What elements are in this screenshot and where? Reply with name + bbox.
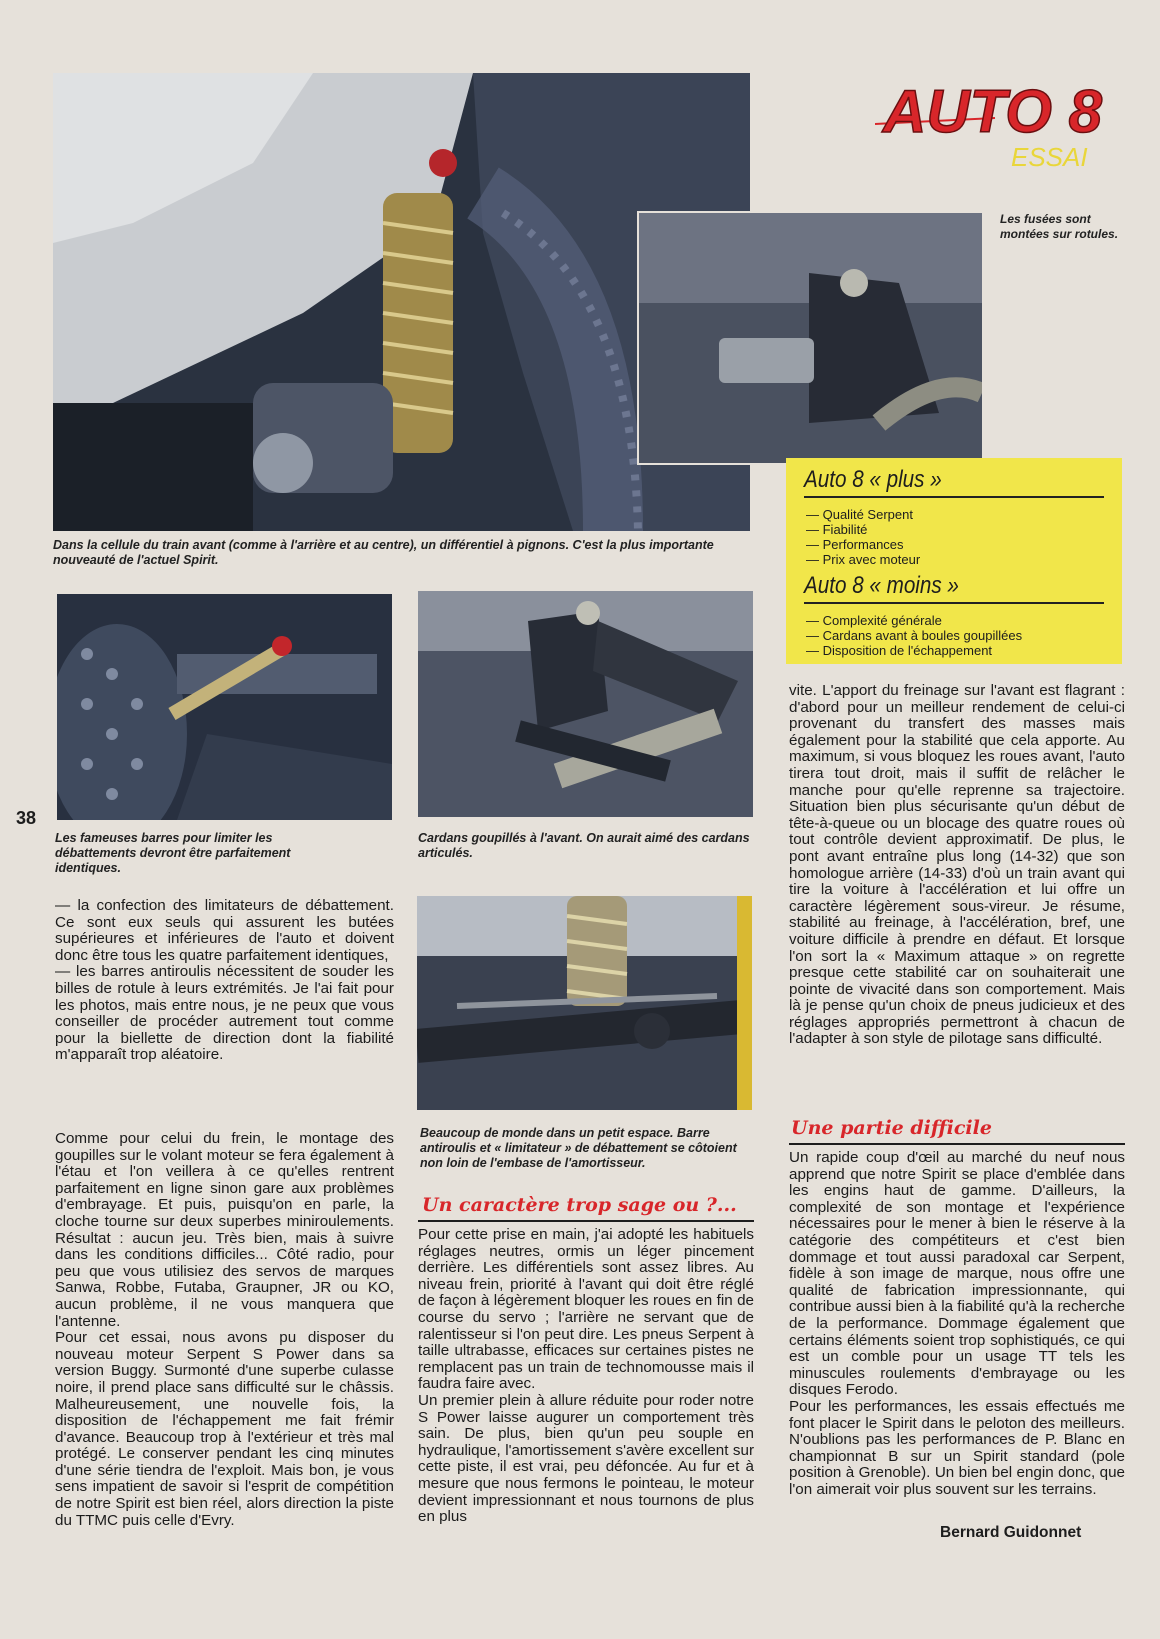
photo-barres [57, 594, 392, 820]
col2-paragraph: Pour cette prise en main, j'ai adopté les habituels réglages neutres, ormis un léger pincement derrière. Les différentiels sont assez libres. Au niveau frein, priorité à l'avant qui doit être réglé de façon à légèrement bloquer les roues en fin de course du servo ; l'arrière ne servant que de ralentisseur si l'on peut dire. Les pneus Serpent à taille ultrabasse, efficaces sur certaines pistes ne remplacent pas un train de technomousse mais il faudra faire avec. [418, 1226, 754, 1393]
plus-rule [804, 496, 1104, 498]
col2-paragraph: Un premier plein à allure réduite pour roder notre S Power laisse augurer un comportement très sain. De plus, bien qu'un peu souple en hydraulique, l'amortissement s'avère excellent sur cette piste, il est vrai, peu défoncée. Au fur et à mesure que nous fermons le pointeau, le moteur devient impressionnant et nous tournons de plus en plus [418, 1391, 754, 1526]
moins-item: — Cardans avant à boules goupillées [806, 628, 1023, 643]
col3-paragraph: Un rapide coup d'œil au marché du neuf nous apprend que notre Spirit se place d'emblée dans les engins haut de gamme. D'ailleurs, la complexité de son montage et l'expérience nécessaires pour le mener à bien le réserve à la catégorie des compétiteurs et c'est bien dommage et tout aussi paradoxal car Serpent, fidèle à son image de marque, nous offre une qualité de fabrication impressionnante, qui contribue aussi bien à la fiabilité qu'à la recherche de la performance. Dommage également que certains éléments soient trop sophistiqués, ce qui est un comble pour un usage TT tels les minuscules roulements d'embrayage ou les disques Ferodo. [789, 1149, 1125, 1399]
col1-paragraph: — la confection des limitateurs de débattement. Ce sont eux seuls qui assurent les butées supérieures et inférieures de l'auto et doivent donc être tous les quatre parfaitement identiques, [55, 897, 394, 964]
col1-paragraph: Comme pour celui du frein, le montage des goupilles sur le volant moteur se fera également à l'étau et l'on veillera à ce qu'elles rentrent parfaitement en ligne sinon gare aux problèmes d'embrayage. Et puis, puisqu'on en parle, la cloche tourne sur deux superbes miniroulements. Résultat : aucun jeu. Très bien, mais à suivre dans les conditions difficiles... Côté radio, pour peu que vous utilisiez des servos de marques Sanwa, Robbe, Futaba, Graupner, JR ou KO, aucun problème, il ne vous manquera que l'antenne. [55, 1130, 394, 1330]
plus-item: — Performances [806, 537, 904, 552]
section-heading-partie: Une partie difficile [791, 1117, 992, 1139]
plus-item: — Fiabilité [806, 522, 868, 537]
photo-cardans [418, 591, 753, 817]
moins-item: — Disposition de l'échappement [806, 643, 993, 658]
caption-barres: Les fameuses barres pour limiter les débattements devront être parfaitement identiques. [55, 831, 291, 875]
column-3 [789, 683, 1125, 1048]
column-2 [418, 1227, 754, 1526]
col1-paragraph: Pour cet essai, nous avons pu disposer du nouveau moteur Serpent S Power dans sa version Buggy. Surmonté d'une superbe culasse noire, il prend place sans difficulté sur le châssis. Malheureusement, une nouvelle fois, la disposition de l'échappement me fait frémir d'avance. Beaucoup trop à l'extérieur et très mal protégé. Le conserver pendant les cinq minutes d'une série tiendra de l'exploit. Mais bon, je vous sens impatient de savoir si l'esprit de compétition de notre Spirit est bien réel, alors direction la piste du TTMC puis celle d'Evry. [55, 1329, 394, 1529]
heading-rule [789, 1143, 1125, 1145]
logo-brand: AUTO 8 [883, 78, 1102, 145]
column-1 [55, 898, 394, 1064]
magazine-logo [875, 74, 1115, 178]
column-3b [789, 1150, 1125, 1498]
logo-subtitle: ESSAI [1011, 142, 1088, 172]
section-heading-caractere: Un caractère trop sage ou ?... [422, 1194, 737, 1216]
col1-paragraph: — les barres antiroulis nécessitent de souder les billes de rotule à leurs extrémités. Je l'ai fait pour les photos, mais entre nous, je ne peux que vous conseiller de procéder autrement tout comme pour la biellette de direction dont la fiabilité m'apparaît trop aléatoire. [55, 963, 394, 1064]
column-1b [55, 1131, 394, 1529]
col3-paragraph: vite. L'apport du freinage sur l'avant est flagrant : d'abord pour un meilleur rendement de celui-ci provenant du transfert des masses mais également pour la stabilité que cela apporte. Au maximum, si vous bloquez les roues avant, l'auto tirera tout droit, mais il suffit de relâcher le manche pour qu'elle reprenne sa trajectoire. Situation bien plus sécurisante qu'un début de tête-à-queue ou un blocage des quatre roues où tout contrôle devient approximatif. De plus, le pont avant entraîne plus long (14-32) que son homologue arrière (14-33) d'où un train avant qui tire la voiture à l'accélération et lui offre un caractère légèrement sous-vireur. Je résume, stabilité au freinage, à l'accélération, bref, une voiture difficile à prendre en défaut. Et lorsque l'on sort la « Maximum attaque » on regrette presque cette stabilité car on souhaiterait une pointe de vivacité dans son comportement. Mais là je pense qu'un choix de pneus judicieux et des réglages appropriés permettront à chacun de l'adapter à son style de pilotage sans difficulté. [789, 682, 1125, 1048]
photo-antiroulis [417, 896, 752, 1110]
photo-fusees [637, 211, 984, 465]
plus-moins-box [786, 458, 1122, 664]
plus-item: — Qualité Serpent [806, 507, 913, 522]
caption-antiroulis: Beaucoup de monde dans un petit espace. Barre antiroulis et « limitateur » de débattement se côtoient non loin de l'embase de l'amortisseur. [420, 1126, 737, 1170]
heading-rule [418, 1220, 754, 1222]
col3-paragraph: Pour les performances, les essais effectués me font placer le Spirit dans le peloton des meilleurs. N'oublions pas les performances de P. Blanc en championnat B sur un Spirit standard (pole position à Grenoble). Un bien bel engin donc, que l'on aimerait voir plus souvent sur les terrains. [789, 1397, 1125, 1498]
plus-title: Auto 8 « plus » [804, 466, 942, 493]
moins-rule [804, 602, 1104, 604]
caption-fusees: Les fusées sont montées sur rotules. [1000, 212, 1119, 241]
moins-title: Auto 8 « moins » [804, 572, 959, 599]
page-number: 38 [16, 808, 37, 828]
caption-main-photo: Dans la cellule du train avant (comme à l'arrière et au centre), un différentiel à pignons. C'est la plus importante nouveauté de l'actuel Spirit. [53, 538, 714, 567]
caption-cardans: Cardans goupillés à l'avant. On aurait aimé des cardans articulés. [418, 831, 750, 860]
author-signature: Bernard Guidonnet [940, 1524, 1082, 1541]
moins-item: — Complexité générale [806, 613, 942, 628]
plus-item: — Prix avec moteur [806, 552, 921, 567]
